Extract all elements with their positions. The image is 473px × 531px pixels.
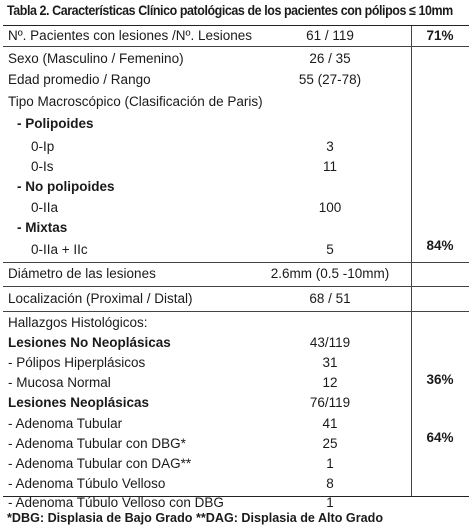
row-label: Localización (Proximal / Distal): [8, 291, 193, 306]
row-value: 12: [322, 375, 338, 390]
table-row: [3, 373, 469, 393]
row-label: - Adenoma Tubular: [8, 416, 123, 431]
table-row: [3, 177, 469, 197]
row-value: 68 / 51: [309, 291, 351, 306]
row-label: - Mixtas: [17, 220, 68, 235]
characteristics-table: [3, 25, 469, 510]
percentage-no-neoplasicas: 36%: [426, 372, 454, 387]
table-row: [3, 240, 469, 260]
table-row: [3, 157, 469, 177]
row-value: 11: [322, 159, 337, 174]
row-value: 25: [322, 436, 338, 451]
row-label: Lesiones No Neoplásicas: [8, 335, 171, 350]
row-divider: [3, 46, 469, 47]
table-row: [3, 218, 469, 238]
row-label: Sexo (Masculino / Femenino): [8, 51, 184, 66]
table-row: [3, 434, 469, 454]
row-value: 100: [318, 200, 342, 215]
row-label: - Adenoma Túbulo Velloso con DBG: [8, 495, 224, 510]
table-row: [3, 26, 469, 46]
table-row: [3, 114, 469, 134]
row-label: Edad promedio / Rango: [8, 72, 151, 87]
row-value: 31: [322, 355, 338, 370]
row-label: Lesiones Neoplásicas: [8, 395, 150, 410]
footnote: *DBG: Displasia de Bajo Grado **DAG: Displasia de Alto Grado: [7, 511, 384, 525]
table-row: [3, 198, 469, 218]
table-row: [3, 414, 469, 434]
row-label: 0-Ip: [31, 139, 55, 154]
row-label: - Pólipos Hiperplásicos: [8, 355, 146, 370]
row-divider: [3, 262, 469, 263]
percentage-neoplasicas: 64%: [426, 430, 454, 445]
row-label: - Adenoma Tubular con DAG**: [8, 456, 192, 471]
row-value: 5: [326, 242, 334, 257]
table-row: [3, 454, 469, 474]
table-row: [3, 264, 469, 284]
row-value: 43/119: [309, 335, 351, 350]
table-row: [3, 49, 469, 69]
row-label: - Adenoma Túbulo Velloso: [8, 476, 166, 491]
row-label: - Mucosa Normal: [8, 375, 111, 390]
table-row: [3, 313, 469, 333]
row-divider: [3, 286, 469, 287]
table-row: [3, 474, 469, 494]
table-row: [3, 333, 469, 353]
table-row: [3, 92, 469, 112]
row-label: 0-Is: [31, 159, 54, 174]
row-label: Diámetro de las lesiones: [8, 266, 156, 281]
row-label: 0-IIa: [31, 200, 59, 215]
row-divider: [3, 311, 469, 312]
row-label: Tipo Macroscópico (Clasificación de Paris): [8, 94, 263, 109]
row-value: 3: [326, 139, 334, 154]
row-value: 1: [326, 456, 334, 471]
row-label: - Polipoides: [17, 116, 94, 131]
row-value: 55 (27-78): [298, 72, 362, 87]
table-row: [3, 70, 469, 90]
row-value: 76/119: [309, 395, 351, 410]
row-value: 41: [322, 416, 338, 431]
table-row: [3, 137, 469, 157]
row-value: 26 / 35: [309, 51, 351, 66]
row-value: 8: [326, 476, 334, 491]
row-label: Nº. Pacientes con lesiones /Nº. Lesiones: [8, 28, 252, 43]
table-row: [3, 393, 469, 413]
table-row: [3, 353, 469, 373]
percentage-patients: 71%: [426, 28, 454, 43]
table-row: [3, 289, 469, 309]
percentage-polipoides: 84%: [426, 238, 454, 253]
row-label: - Adenoma Tubular con DBG*: [8, 436, 186, 451]
row-value: 61 / 119: [306, 28, 354, 43]
row-label: - No polipoides: [17, 179, 115, 194]
table-caption: Tabla 2. Características Clínico patológicas de los pacientes con pólipos ≤ 10mm: [7, 3, 453, 18]
row-value: 1: [326, 495, 334, 510]
row-label: Hallazgos Histológicos:: [8, 315, 148, 330]
row-value: 2.6mm (0.5 -10mm): [270, 266, 390, 281]
row-label: 0-IIa + IIc: [31, 242, 88, 257]
